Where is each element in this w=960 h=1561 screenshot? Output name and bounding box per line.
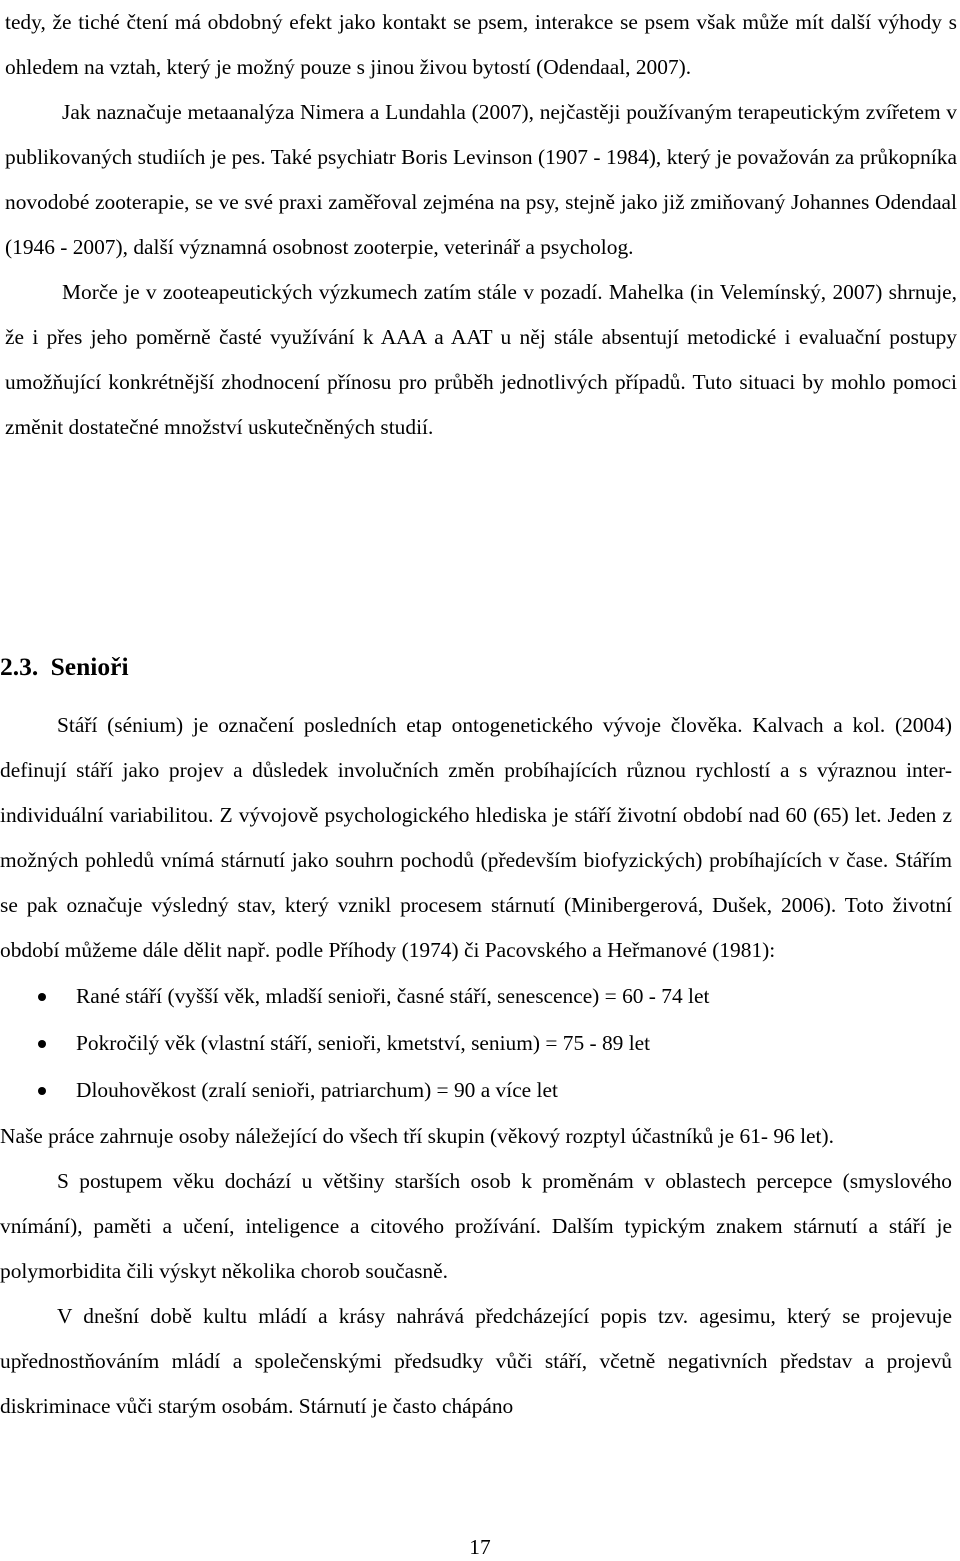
paragraph-guinea-pig: Morče je v zooteapeutických výzkumech zatím stále v pozadí. Mahelka (in Velemínský, 2007) shrnuje, že i přes jeho poměrně časté využívání k AAA a AAT u něj stále absentují metodické i evaluační postupy umožňující konkrétnější zhodnocení přínosu pro průběh jednotlivých případů. Tuto situaci by mohlo pomoci změnit dostatečné množství uskutečněných studií. [5,280,957,439]
list-item-text: Dlouhověkost (zralí senioři, patriarchum) = 90 a více let [76,1078,558,1102]
paragraph-ageism: V dnešní době kultu mládí a krásy nahrává předcházející popis tzv. agesimu, který se projevuje upřednostňováním mládí a společenskými předsudky vůči stáří, včetně negativních představ a projevů diskriminace vůči starým osobám. Stárnutí je často chápáno [0,1304,952,1418]
bullet-icon [38,1087,46,1095]
page-number: 17 [469,1535,491,1559]
list-item [0,1020,952,1067]
list-item [0,1067,952,1114]
paragraph-perception: S postupem věku dochází u většiny starších osob k proměnám v oblastech percepce (smyslového vnímání), paměti a učení, inteligence a citového prožívání. Dalším typickým znakem stárnutí a stáří je polymorbidita čili výskyt několika chorob současně. [0,1169,952,1283]
list-item-text: Rané stáří (vyšší věk, mladší senioři, časné stáří, senescence) = 60 - 74 let [76,984,710,1008]
age-categories-list [0,973,952,1114]
paragraph-participants: Naše práce zahrnuje osoby náležející do všech tří skupin (věkový rozptyl účastníků je 61- 96 let). [0,1124,834,1148]
bullet-icon [38,1040,46,1048]
section-heading [0,652,129,682]
section-number: 2.3. [0,652,39,681]
list-item-text: Pokročilý věk (vlastní stáří, senioři, kmetství, senium) = 75 - 89 let [76,1031,651,1055]
paragraph-continuation: tedy, že tiché čtení má obdobný efekt jako kontakt se psem, interakce se psem však může mít další výhody s ohledem na vztah, který je možný pouze s jinou živou bytostí (Odendaal, 2007). [5,10,957,79]
bullet-icon [38,993,46,1001]
section-body [0,703,952,1429]
document-page [5,0,957,450]
paragraph-dog-therapy: Jak naznačuje metaanalýza Nimera a Lundahla (2007), nejčastěji používaným terapeutickým zvířetem v publikovaných studiích je pes. Také psychiatr Boris Levinson (1907 - 1984), který je považován za průkopníka novodobé zooterapie, se ve své praxi zaměřoval zejména na psy, stejně jako již zmiňovaný Johannes Odendaal (1946 - 2007), další významná osobnost zooterpie, veterinář a psycholog. [5,100,957,259]
paragraph-old-age-intro: Stáří (sénium) je označení posledních etap ontogenetického vývoje člověka. Kalvach a kol. (2004) definují stáří jako projev a důsledek involučních změn probíhajících různou rychlostí a s výraznou inter-individuální variabilitou. Z vývojově psychologického hlediska je stáří životní období nad 60 (65) let. Jeden z možných pohledů vnímá stárnutí jako souhrn pochodů (především biofyzických) probíhajících v čase. Stářím se pak označuje výsledný stav, který vznikl procesem stárnutí (Minibergerová, Dušek, 2006). Toto životní období můžeme dále dělit např. podle Příhody (1974) či Pacovského a Heřmanové (1981): [0,713,952,962]
list-item [0,973,952,1020]
section-title: Senioři [50,652,129,681]
